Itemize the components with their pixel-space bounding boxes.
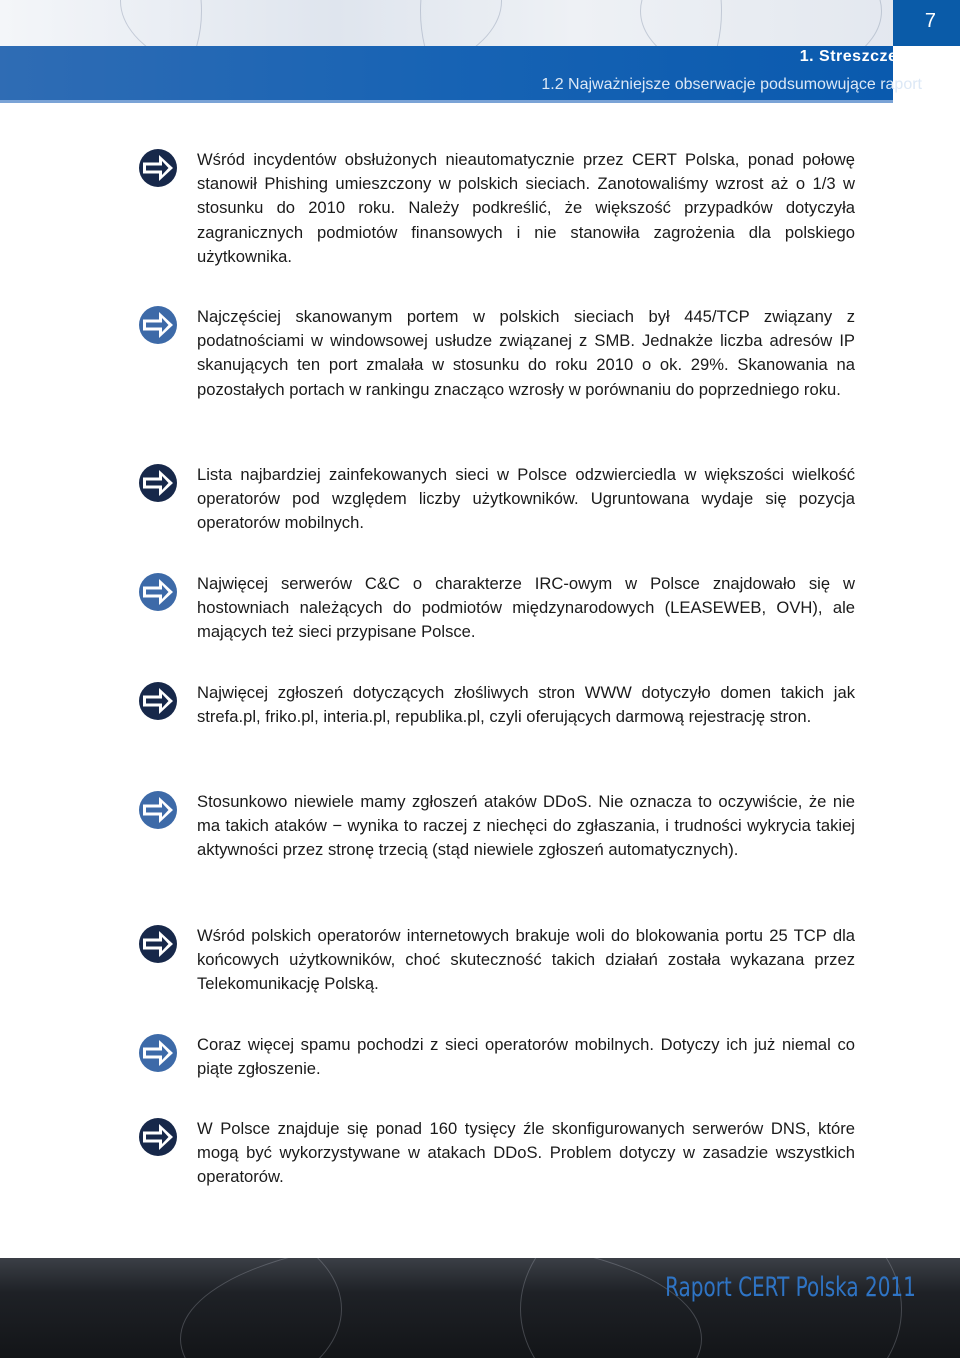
arrow-right-circle-icon — [138, 1117, 178, 1157]
arrow-right-circle-icon — [138, 148, 178, 188]
arrow-right-circle-icon — [138, 790, 178, 830]
observation-text: W Polsce znajduje się ponad 160 tysięcy źle skonfigurowanych serwerów DNS, które mogą być wykorzystywane w atakach DDoS. Problem dotyczy w zasadzie wszystkich operatorów. — [197, 1119, 855, 1187]
arrow-right-circle-icon — [138, 572, 178, 612]
page-number-box — [893, 0, 960, 46]
arrow-right-circle-icon — [138, 681, 178, 721]
subsection-title: 1.2 Najważniejsze obserwacje podsumowujące raport — [541, 76, 922, 93]
observation-text: Najwięcej serwerów C&C o charakterze IRC-owym w Polsce znajdowało się w hostowniach należących do podmiotów międzynarodowych (LEASEWEB, OVH), ale mających też sieci przypisane Polsce. — [197, 574, 855, 642]
observation-text: Najczęściej skanowanym portem w polskich sieciach był 445/TCP związany z podatnościami w windowsowej usłudze związanej z SMB. Jednakże liczba adresów IP skanujących ten port zmalała w stosunku do roku 2010 o ok. 29%. Skanowania na pozostałych portach w rankingu znacząco wzrosły w porównaniu do poprzedniego roku. — [197, 307, 855, 399]
observation-text: Najwięcej zgłoszeń dotyczących złośliwych stron WWW dotyczyło domen takich jak strefa.pl, friko.pl, interia.pl, republika.pl, czyli oferujących darmową rejestrację stron. — [197, 683, 855, 727]
arrow-right-circle-icon — [138, 305, 178, 345]
observation-text: Wśród polskich operatorów internetowych brakuje woli do blokowania portu 25 TCP dla końcowych użytkowników, choć skuteczność takich działań została wykazana przez Telekomunikację Polską. — [197, 926, 855, 994]
observation-text: Stosunkowo niewiele mamy zgłoszeń ataków DDoS. Nie oznacza to oczywiście, że nie ma takich ataków − wynika to raczej z niechęci do zgłaszania, i trudności wykrycia takiej aktywności przez stronę trzecią (stąd niewiele zgłoszeń automatycznych). — [197, 792, 855, 860]
arrow-right-circle-icon — [138, 463, 178, 503]
top-decorative-band — [0, 0, 960, 46]
header-accent-line — [0, 100, 893, 103]
observation-text: Wśród incydentów obsłużonych nieautomatycznie przez CERT Polska, ponad połowę stanowił Phishing umieszczony w polskich sieciach. Zanotowaliśmy wzrost aż o 1/3 w stosunku do 2010 roku. Należy podkreślić, że większość przypadków dotyczyła zagranicznych podmiotów finansowych i nie stanowiła zagrożenia dla polskiego użytkownika. — [197, 150, 855, 266]
arrow-right-circle-icon — [138, 1033, 178, 1073]
page-number: 7 — [924, 10, 936, 32]
observation-text: Lista najbardziej zainfekowanych sieci w Polsce odzwierciedla w większości wielkość operatorów pod względem liczby użytkowników. Ugruntowana wydaje się pozycja operatorów mobilnych. — [197, 465, 855, 533]
footer-report-title: Raport CERT Polska 2011 — [665, 1272, 916, 1303]
section-title: 1. Streszczenie — [799, 48, 922, 65]
arrow-right-circle-icon — [138, 924, 178, 964]
observation-text: Coraz więcej spamu pochodzi z sieci operatorów mobilnych. Dotyczy ich już niemal co piąte zgłoszenie. — [197, 1035, 855, 1079]
